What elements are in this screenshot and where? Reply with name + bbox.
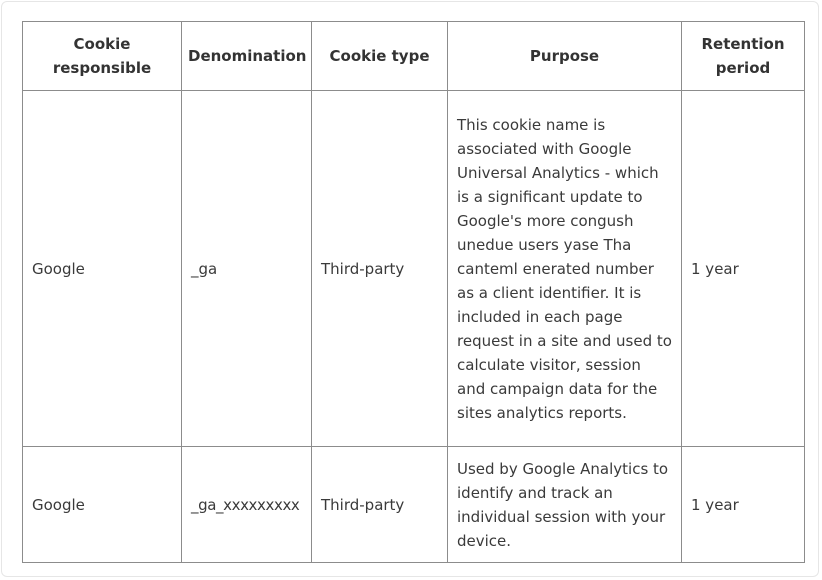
purpose-text: This cookie name is associated with Google Universal Analytics - which is a significant update to Google's more congush unedue users yase Tha canteml enerated number as a client identifier. It is included in each page request in a site and used to calculate visitor, session and campaign data for the sites analytics reports. — [457, 115, 672, 422]
header-cookie-responsible: Cookie responsible — [23, 22, 182, 91]
header-denomination: Denomination — [182, 22, 312, 91]
cell-cookie-type: Third-party — [312, 447, 448, 563]
table-row — [23, 91, 805, 447]
cell-responsible: Google — [23, 447, 182, 563]
cell-purpose — [448, 447, 682, 563]
cell-purpose — [448, 91, 682, 447]
cell-denomination: _ga — [182, 91, 312, 447]
cookie-table-card — [1, 1, 819, 577]
cookie-table — [22, 21, 805, 563]
table-header-row — [23, 22, 805, 91]
table-row — [23, 447, 805, 563]
cell-responsible: Google — [23, 91, 182, 447]
cell-retention: 1 year — [682, 447, 805, 563]
header-retention-period: Retention period — [682, 22, 805, 91]
purpose-text: Used by Google Analytics to identify and track an individual session with your device. — [457, 459, 669, 550]
header-purpose: Purpose — [448, 22, 682, 91]
cell-retention: 1 year — [682, 91, 805, 447]
cell-cookie-type: Third-party — [312, 91, 448, 447]
cell-denomination: _ga_xxxxxxxxx — [182, 447, 312, 563]
header-cookie-type: Cookie type — [312, 22, 448, 91]
